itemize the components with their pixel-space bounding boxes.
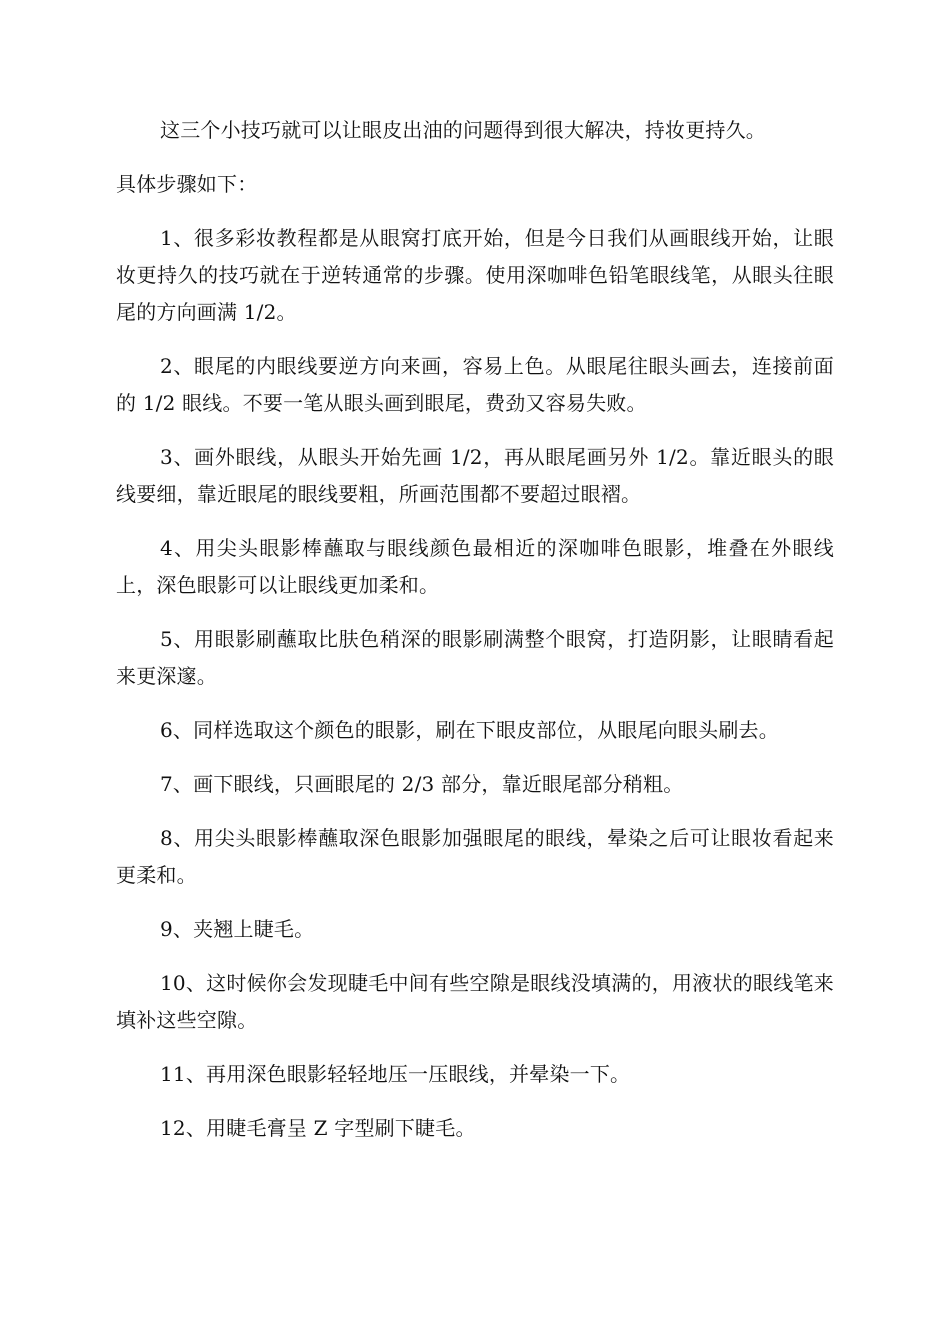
steps-heading: 具体步骤如下： <box>116 172 258 196</box>
step-8-paragraph: 8、用尖头眼影棒蘸取深色眼影加强眼尾的眼线，晕染之后可让眼妆看起来更柔和。 <box>116 826 834 887</box>
step-7-paragraph: 7、画下眼线，只画眼尾的 2/3 部分，靠近眼尾部分稍粗。 <box>160 772 684 796</box>
step-2-paragraph: 2、眼尾的内眼线要逆方向来画，容易上色。从眼尾往眼头画去，连接前面的 1/2 眼线。不要一笔从眼头画到眼尾，费劲又容易失败。 <box>116 354 834 415</box>
document-body <box>116 112 834 1164</box>
step-9-paragraph: 9、夹翘上睫毛。 <box>160 917 315 941</box>
step-11-paragraph: 11、再用深色眼影轻轻地压一压眼线，并晕染一下。 <box>160 1062 631 1086</box>
step-1-paragraph: 1、很多彩妆教程都是从眼窝打底开始，但是今日我们从画眼线开始，让眼妆更持久的技巧就在于逆转通常的步骤。使用深咖啡色铅笔眼线笔，从眼头往眼尾的方向画满 1/2。 <box>116 226 834 324</box>
step-5-paragraph: 5、用眼影刷蘸取比肤色稍深的眼影刷满整个眼窝，打造阴影，让眼睛看起来更深邃。 <box>116 627 834 688</box>
step-4-paragraph: 4、用尖头眼影棒蘸取与眼线颜色最相近的深咖啡色眼影，堆叠在外眼线上，深色眼影可以让眼线更加柔和。 <box>116 536 834 597</box>
step-3-paragraph: 3、画外眼线，从眼头开始先画 1/2，再从眼尾画另外 1/2。靠近眼头的眼线要细，靠近眼尾的眼线要粗，所画范围都不要超过眼褶。 <box>116 445 834 506</box>
step-10-paragraph: 10、这时候你会发现睫毛中间有些空隙是眼线没填满的，用液状的眼线笔来填补这些空隙。 <box>116 971 834 1032</box>
intro-paragraph: 这三个小技巧就可以让眼皮出油的问题得到很大解决，持妆更持久。 <box>160 118 766 142</box>
step-12-paragraph: 12、用睫毛膏呈 Z 字型刷下睫毛。 <box>160 1116 476 1140</box>
step-6-paragraph: 6、同样选取这个颜色的眼影，刷在下眼皮部位，从眼尾向眼头刷去。 <box>160 718 779 742</box>
